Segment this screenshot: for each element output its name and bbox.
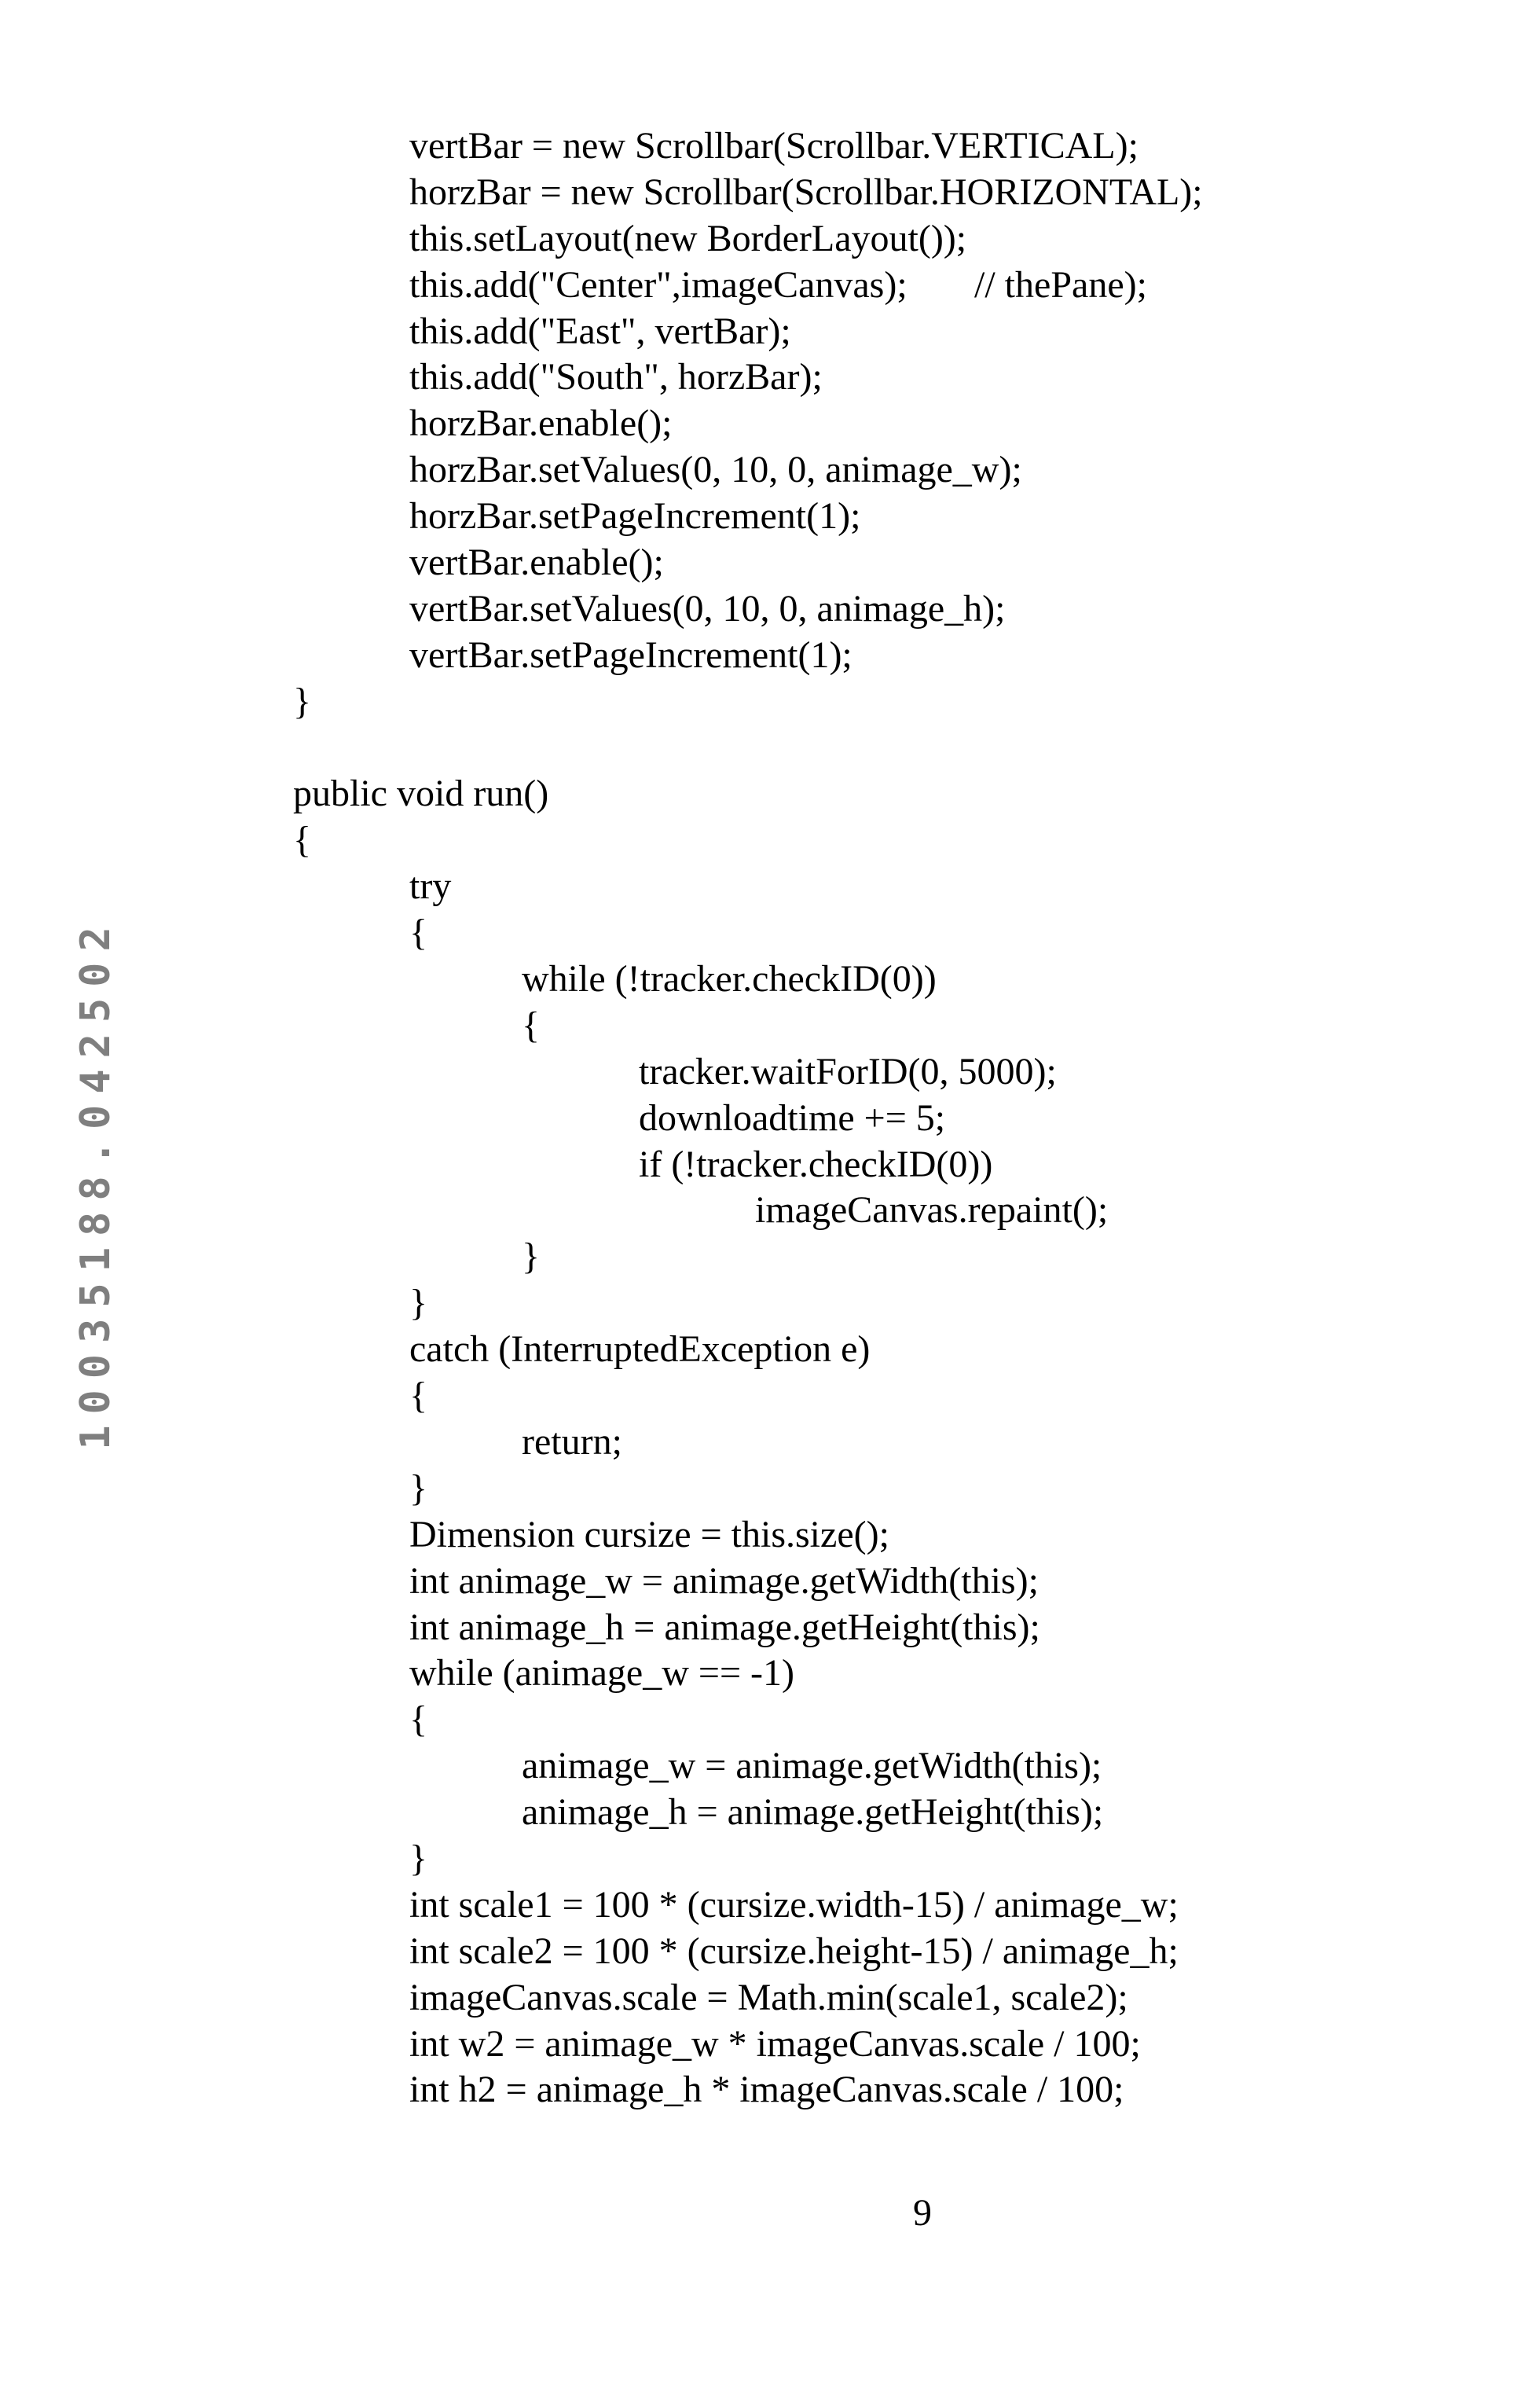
code-line: [0, 263, 1540, 309]
code-text: this.add("Center",imageCanvas);: [409, 263, 908, 309]
code-line: [0, 679, 1540, 725]
code-text: tracker.waitForID(0, 5000);: [639, 1049, 1057, 1096]
code-line: [0, 1096, 1540, 1142]
code-text: this.add("South", horzBar);: [409, 354, 823, 401]
code-comment: // thePane);: [974, 263, 1147, 309]
code-text: Dimension cursize = this.size();: [409, 1512, 889, 1559]
code-line: [0, 1697, 1540, 1743]
code-text: {: [409, 910, 427, 957]
code-text: catch (InterruptedException e): [409, 1327, 870, 1373]
code-line: [0, 1929, 1540, 1975]
code-text: vertBar.setPageIncrement(1);: [409, 633, 852, 679]
code-text: public void run(): [293, 771, 548, 817]
code-text: horzBar = new Scrollbar(Scrollbar.HORIZONTAL);: [409, 170, 1203, 216]
code-text: int animage_h = animage.getHeight(this);: [409, 1605, 1040, 1651]
code-text: {: [522, 1003, 540, 1049]
page-number: 9: [913, 2190, 932, 2237]
code-text: }: [293, 679, 311, 725]
code-line: [0, 309, 1540, 355]
code-line: [0, 1327, 1540, 1373]
code-line: [0, 771, 1540, 817]
code-line: [0, 1142, 1540, 1188]
code-line: [0, 1280, 1540, 1327]
code-text: imageCanvas.scale = Math.min(scale1, scale2);: [409, 1975, 1128, 2021]
code-text: return;: [522, 1419, 622, 1466]
code-line: [0, 910, 1540, 957]
code-text: this.setLayout(new BorderLayout());: [409, 216, 966, 263]
code-line: [0, 123, 1540, 170]
code-line: [0, 817, 1540, 864]
code-text: }: [409, 1836, 427, 1882]
code-text: int w2 = animage_w * imageCanvas.scale / 100;: [409, 2021, 1141, 2068]
code-line: [0, 494, 1540, 540]
code-line: [0, 864, 1540, 910]
code-text: horzBar.setPageIncrement(1);: [409, 494, 860, 540]
code-listing: [0, 123, 1540, 2113]
code-text: if (!tracker.checkID(0)): [639, 1142, 992, 1188]
code-text: vertBar.setValues(0, 10, 0, animage_h);: [409, 586, 1005, 633]
code-line: [0, 1373, 1540, 1419]
code-text: while (!tracker.checkID(0)): [522, 957, 937, 1003]
code-text: int scale2 = 100 * (cursize.height-15) / animage_h;: [409, 1929, 1179, 1975]
code-line: [0, 957, 1540, 1003]
code-text: vertBar = new Scrollbar(Scrollbar.VERTICAL);: [409, 123, 1138, 170]
code-text: }: [409, 1466, 427, 1512]
code-text: downloadtime += 5;: [639, 1096, 945, 1142]
code-line: [0, 586, 1540, 633]
code-line: [0, 1003, 1540, 1049]
code-text: {: [409, 1373, 427, 1419]
code-text: {: [293, 817, 311, 864]
code-line: [0, 1419, 1540, 1466]
code-line: [0, 1836, 1540, 1882]
code-line: [0, 633, 1540, 679]
code-text: int scale1 = 100 * (cursize.width-15) / animage_w;: [409, 1882, 1179, 1929]
code-text: animage_w = animage.getWidth(this);: [522, 1743, 1102, 1790]
code-line: [0, 1512, 1540, 1559]
code-line: [0, 1234, 1540, 1280]
code-text: this.add("East", vertBar);: [409, 309, 791, 355]
scan-stamp-text: 10035188.042502: [72, 916, 119, 1450]
code-text: vertBar.enable();: [409, 540, 664, 586]
code-line: [0, 1188, 1540, 1234]
code-line: [0, 540, 1540, 586]
code-text: {: [409, 1697, 427, 1743]
code-line: [0, 725, 1540, 772]
code-text: horzBar.enable();: [409, 401, 673, 447]
code-line: [0, 1559, 1540, 1605]
code-line: [0, 401, 1540, 447]
code-line: [0, 2067, 1540, 2113]
code-text: try: [409, 864, 451, 910]
code-line: [0, 354, 1540, 401]
code-line: [0, 1743, 1540, 1790]
code-line: [0, 2021, 1540, 2068]
code-line: [0, 447, 1540, 494]
code-line: [0, 216, 1540, 263]
code-line: [0, 1882, 1540, 1929]
code-text: int animage_w = animage.getWidth(this);: [409, 1559, 1039, 1605]
code-line: [0, 1466, 1540, 1512]
code-text: }: [409, 1280, 427, 1327]
code-text: animage_h = animage.getHeight(this);: [522, 1790, 1103, 1836]
code-line: [0, 1605, 1540, 1651]
code-text: }: [522, 1234, 540, 1280]
code-line: [0, 1650, 1540, 1697]
code-line: [0, 1049, 1540, 1096]
code-text: horzBar.setValues(0, 10, 0, animage_w);: [409, 447, 1022, 494]
code-text: int h2 = animage_h * imageCanvas.scale / 100;: [409, 2067, 1124, 2113]
code-line: [0, 170, 1540, 216]
code-line: [0, 1790, 1540, 1836]
code-text: while (animage_w == -1): [409, 1650, 794, 1697]
code-line: [0, 1975, 1540, 2021]
code-text: imageCanvas.repaint();: [755, 1188, 1108, 1234]
